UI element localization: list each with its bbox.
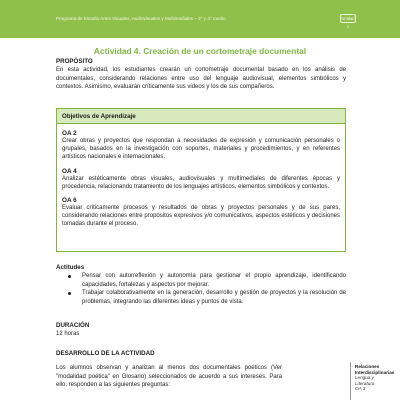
oa-item — [57, 168, 345, 191]
activity-title: Actividad 4. Creación de un cortometraje documental — [93, 46, 307, 56]
oa-item — [57, 197, 345, 229]
proposito-section — [56, 58, 346, 92]
oa-text: Evaluar críticamente procesos y resultados de obras y proyectos personales y de sus pares, considerando relaciones entre propósitos expresivos y/o comunicativos, aspectos estéticos y decisiones tomadas durante el proceso. — [62, 205, 340, 228]
relaciones-subject: Lengua y Literatura — [355, 375, 375, 386]
desarrollo-text-block — [56, 364, 282, 390]
desarrollo-section — [56, 350, 346, 357]
relaciones-oa: OA 3 — [355, 386, 366, 392]
oa-code: OA 4 — [62, 167, 77, 175]
proposito-heading: PROPÓSITO — [56, 58, 93, 65]
list-item — [56, 272, 346, 289]
relaciones-heading: Relaciones Interdisciplinarias — [355, 364, 395, 375]
oa-code: OA 6 — [62, 197, 77, 205]
oa-text: Analizar estéticamente obras visuales, audiovisuales y multimediales de diferentes épocas y procedencia, relacionando tratamiento de los lenguajes artísticos, elementos simbólicos y contextos. — [62, 175, 340, 190]
proposito-text: En esta actividad, los estudiantes crearán un cortometraje documental basado en los análisis de documentales, considerando relaciones entre uso del lenguaje audiovisual, elementos simbólicos y contextos. Asimismo, evaluarán críticamente sus videos y los de sus compañeros. — [56, 67, 346, 91]
objectives-heading: Objetivos de Aprendizaje — [57, 109, 345, 124]
actitudes-list — [56, 272, 346, 306]
desarrollo-text: Los alumnos observan y analizan al menos dos documentales poéticos (Ver "modalidad poética" en Glosario) seleccionados de acuerdo a sus intereses. Para ello, responden a las siguientes preguntas: — [56, 365, 282, 389]
oa-text: Crear obras y proyectos que respondan a necesidades de expresión y comunicación personales o grupales, basados en la investigación con soportes, materiales y procedimientos, y en referentes artísticos nacionales e internacionales. — [62, 138, 340, 161]
actitud-text: Pensar con autorreflexión y autonomía para gestionar el propio aprendizaje, identificando capacidades, fortalezas y aspectos por mejorar. — [82, 273, 346, 288]
oa-code: OA 2 — [62, 130, 77, 137]
actitudes-section — [56, 264, 346, 306]
header-bar — [0, 0, 400, 38]
duracion-value: 12 horas — [56, 331, 80, 337]
duracion-heading: DURACIÓN — [56, 322, 90, 329]
program-title: Programa de Estudio Artes Visuales, Audiovisuales y Multimediales – 3° y 4° medio — [56, 16, 226, 21]
objectives-box — [56, 108, 346, 252]
desarrollo-heading: DESARROLLO DE LA ACTIVIDAD — [56, 350, 155, 357]
duracion-section — [56, 322, 346, 339]
actitud-text: Trabajar colaborativamente en la generación, desarrollo y gestión de proyectos y la resolución de problemas, integrando las diferentes ideas y puntos de vista. — [82, 290, 346, 305]
bullet-icon — [68, 275, 71, 278]
list-item — [56, 289, 346, 306]
bullet-icon — [68, 292, 71, 295]
oa-item — [57, 130, 345, 162]
actitudes-heading: Actitudes — [56, 264, 85, 271]
relaciones-box — [350, 362, 395, 400]
unit-badge: Unidad 1 — [341, 16, 355, 29]
